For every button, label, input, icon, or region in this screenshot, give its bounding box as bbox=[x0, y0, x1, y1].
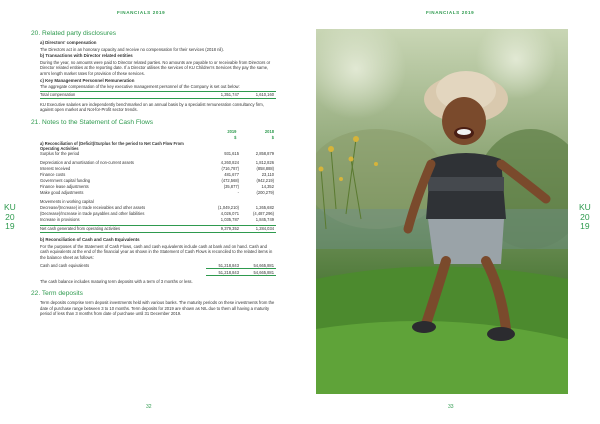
row-value-2018: (942,219) bbox=[256, 178, 274, 184]
header-left: FINANCIALS 2019 bbox=[117, 10, 166, 15]
side-mark-ku: KU bbox=[4, 202, 16, 212]
photo-illustration bbox=[316, 29, 568, 394]
side-mark-ku: KU bbox=[579, 202, 591, 212]
cashflow-table bbox=[40, 129, 276, 151]
row-label: Surplus for the period bbox=[40, 151, 80, 157]
net-cash-2018: 1,284,034 bbox=[241, 225, 276, 232]
remuneration-note: KU Executive salaries are independently benchmarked on an annual basis by a specialist remuneration consultancy firm, against open market and Not-for-Profit sector trends. bbox=[40, 101, 264, 113]
row-label: Finance costs bbox=[40, 172, 66, 178]
page-number-right: 33 bbox=[448, 404, 454, 410]
row-value-2019: (1,049,210) bbox=[218, 205, 239, 211]
row-value-2019: (716,787) bbox=[221, 166, 239, 172]
row-value-2018: (200,279) bbox=[256, 190, 274, 196]
row-value-2018: 1,845,749 bbox=[255, 217, 274, 223]
row-value-2018: (858,888) bbox=[256, 166, 274, 172]
subheading-cash-a: a) Reconciliation of (Deficit)/Surplus for the period to Net Cash Flow From Operating Activities bbox=[40, 140, 184, 151]
header-right: FINANCIALS 2019 bbox=[426, 10, 475, 15]
table-row bbox=[40, 225, 276, 232]
page-number-left: 32 bbox=[146, 404, 152, 410]
unit-2019: $ bbox=[234, 135, 237, 141]
side-mark-20: 20 bbox=[5, 211, 15, 222]
row-label: Finance lease adjustments bbox=[40, 184, 89, 190]
side-mark-right bbox=[579, 203, 591, 232]
row-value-2019: (35,877) bbox=[223, 184, 239, 190]
paragraph-term: Term deposits comprise term deposit investments held with various banks. The maturity periods on these investments from the date of purchase range between 3 to 10 months. Term deposits for 2019 are shown as NIL due to them all having a maturity period of less than 3 months from date of purchase until 31 December 2019. bbox=[40, 299, 275, 317]
row-value-2018: 2,858,879 bbox=[255, 151, 274, 157]
row-label: Decrease/(Increase) in trade receivables and other assets bbox=[40, 205, 146, 211]
paragraph-cash-b: For the purposes of the Statement of Cash Flows, cash and cash equivalents include cash at bank and on hand. Cash and cash equivalents at the end of the financial year as shown in the Statement of Cash Flows is reconciled to the related items in the balance sheet as follows: bbox=[40, 243, 273, 260]
row-label: Interest received bbox=[40, 166, 71, 172]
cash-footnote: The cash balance includes maturing term deposits with a term of 3 months or less. bbox=[40, 279, 193, 285]
row-value-2018: 1,812,826 bbox=[255, 160, 274, 166]
side-mark-20: 20 bbox=[580, 211, 590, 222]
section-title-cashflow: 21. Notes to the Statement of Cash Flows bbox=[31, 118, 154, 126]
subheading-a: a) Directors' compensation bbox=[40, 40, 97, 45]
compensation-2019: 1,351,747 bbox=[206, 91, 241, 98]
compensation-label: Total compensation bbox=[40, 91, 206, 98]
cash-total-2018: 54,665,881 bbox=[241, 269, 276, 276]
row-label: Government capital funding bbox=[40, 178, 91, 184]
row-value-2019: 1,035,787 bbox=[220, 217, 239, 223]
table-row bbox=[40, 141, 276, 151]
row-value-2018: 23,110 bbox=[261, 172, 274, 178]
cash-equivalents-table bbox=[40, 262, 276, 276]
unit-2018: $ bbox=[271, 135, 274, 141]
row-label: (Decrease)/Increase in trade payables and other liabilities bbox=[40, 211, 145, 217]
compensation-table bbox=[40, 91, 276, 99]
subheading-c: c) Key Management Personnel Remuneration bbox=[40, 77, 135, 83]
row-value-2019: 4,260,824 bbox=[220, 160, 239, 166]
row-label: Depreciation and amortisation of non-current assets bbox=[40, 160, 134, 166]
col-2018: 2018 bbox=[264, 129, 274, 135]
cashflow-rows-2 bbox=[40, 160, 276, 196]
row-value-2019: 931,615 bbox=[224, 151, 239, 157]
cash-2019: 51,218,843 bbox=[218, 262, 239, 268]
paragraph-b: During the year, no amounts were paid to Director related parties. No amounts are payable to or receivable from Directors or Director related entities at the reporting date. If a Director utilises the services of KU Children's Services they pay the same, arm's length market rates for provision of these services. bbox=[40, 59, 271, 76]
row-value-2018: (4,487,296) bbox=[253, 211, 274, 217]
row-label: Make good adjustments bbox=[40, 190, 84, 196]
row-value-2018: 14,352 bbox=[261, 184, 274, 190]
compensation-2018: 1,610,160 bbox=[241, 91, 276, 98]
side-mark-19: 19 bbox=[5, 221, 15, 231]
row-value-2019: 4,026,071 bbox=[220, 211, 239, 217]
row-label: Increase in provisions bbox=[40, 217, 80, 223]
col-2019: 2019 bbox=[227, 129, 237, 135]
movements-label: Movements in working capital bbox=[40, 199, 94, 205]
section-title-term: 22. Term deposits bbox=[31, 289, 83, 297]
paragraph-c: The aggregate compensation of the key executive management personnel of the Company is set out below: bbox=[40, 84, 240, 90]
paragraph-a: The Directors act in an honorary capacity and receive no compensation for their services (2018 nil). bbox=[40, 46, 224, 52]
cash-label: Cash and cash equivalents bbox=[40, 262, 90, 268]
row-value-2019: (472,568) bbox=[221, 178, 239, 184]
child-photo bbox=[316, 29, 568, 394]
net-cash-2019: 9,379,352 bbox=[206, 225, 241, 232]
row-value-2019: 481,677 bbox=[224, 172, 239, 178]
subheading-b: b) Transactions with Director related entities bbox=[40, 53, 133, 59]
net-cash-table bbox=[40, 225, 276, 233]
side-mark-19: 19 bbox=[580, 221, 590, 231]
cash-total-2019: 51,218,843 bbox=[206, 269, 241, 276]
table-row bbox=[40, 269, 276, 276]
row-value-2019: - bbox=[237, 190, 239, 196]
left-page-content bbox=[32, 30, 275, 318]
row-value-2018: 1,265,682 bbox=[255, 205, 274, 211]
side-mark-left bbox=[4, 203, 16, 232]
table-row bbox=[40, 91, 276, 98]
net-cash-label: Net cash generated from operating activities bbox=[40, 225, 206, 232]
section-title-related: 20. Related party disclosures bbox=[31, 30, 117, 37]
cashflow-rows-3-data bbox=[40, 205, 276, 223]
subheading-cash-b: b) Reconciliation of Cash and Cash Equivalents bbox=[40, 236, 140, 242]
cash-2018: 54,665,881 bbox=[253, 262, 274, 268]
